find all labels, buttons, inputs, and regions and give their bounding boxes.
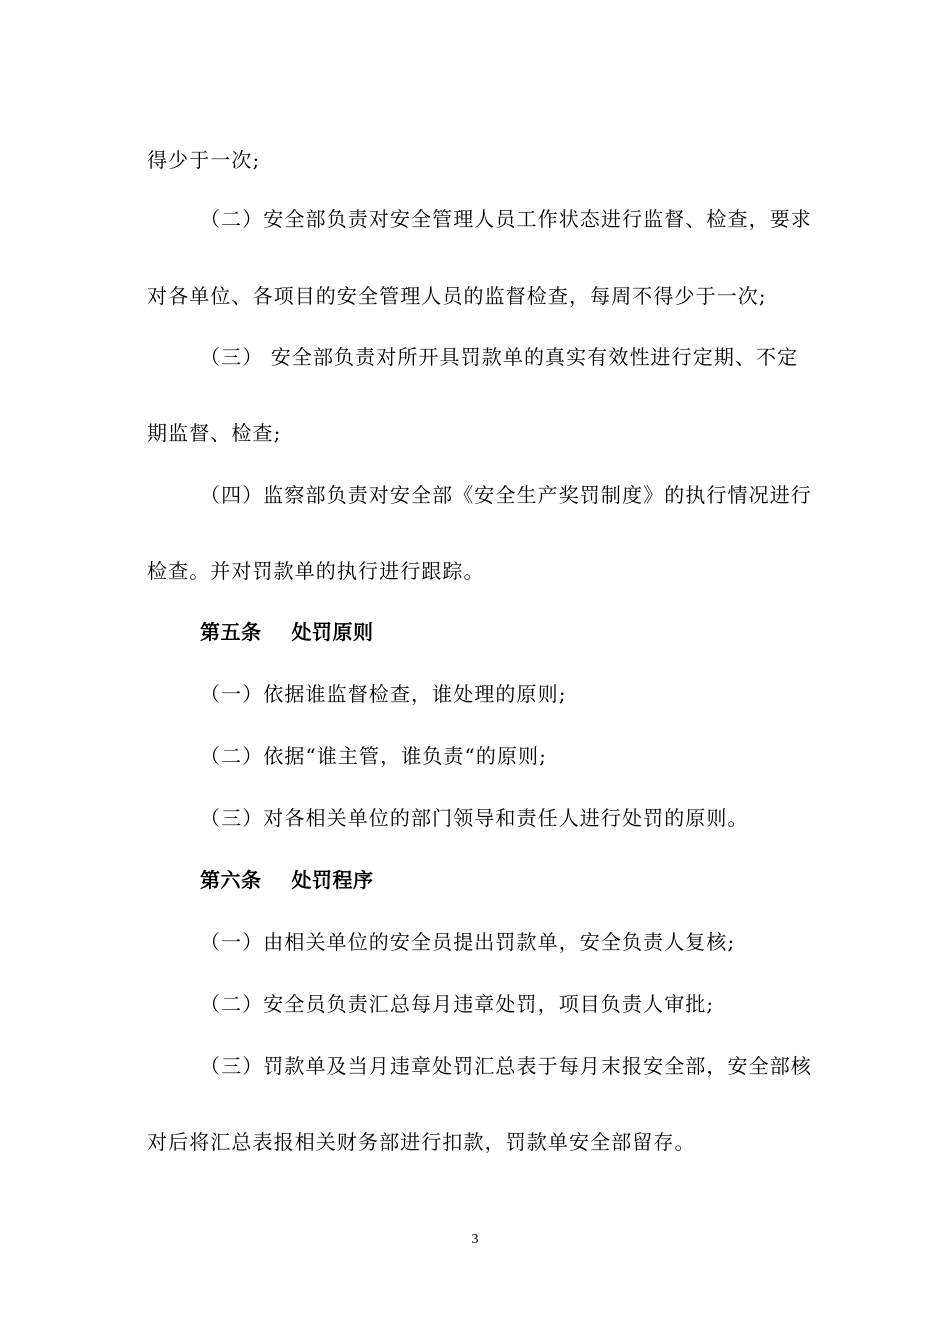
clause-2-line-2: 对各单位、各项目的安全管理人员的监督检查，每周不得少于一次;: [147, 284, 767, 308]
clause-4-line-2: 检查。并对罚款单的执行进行跟踪。: [147, 559, 485, 583]
page-number: 3: [471, 1232, 479, 1247]
article-5-heading: [200, 618, 840, 646]
article-6-number: 第六条: [200, 868, 262, 892]
article-6-item-2: （二）安全员负责汇总每月违章处罚，项目负责人审批;: [200, 992, 715, 1016]
article-5-number: 第五条: [200, 620, 262, 644]
clause-3-line-2: 期监督、检查;: [147, 421, 282, 445]
clause-3-line-1: （三） 安全部负责对所开具罚款单的真实有效性进行定期、不定: [200, 345, 799, 369]
article-6-item-1: （一）由相关单位的安全员提出罚款单，安全负责人复核;: [200, 930, 736, 954]
clause-4-line-1: （四）监察部负责对安全部《安全生产奖罚制度》的执行情况进行: [200, 483, 812, 507]
clause-2-line-1: （二）安全部负责对安全管理人员工作状态进行监督、检查，要求: [200, 207, 812, 231]
article-6-item-3-line-1: （三）罚款单及当月违章处罚汇总表于每月末报安全部，安全部核: [200, 1054, 812, 1078]
paragraph-continuation: 得少于一次;: [147, 148, 261, 172]
article-5-item-2: （二）依据“谁主管，谁负责“的原则;: [200, 744, 547, 768]
article-6-heading: [200, 866, 840, 894]
article-6-title: 处罚程序: [291, 868, 374, 892]
article-5-item-3: （三）对各相关单位的部门领导和责任人进行处罚的原则。: [200, 806, 749, 830]
article-5-item-1: （一）依据谁监督检查，谁处理的原则;: [200, 682, 567, 706]
article-6-item-3-line-2: 对后将汇总表报相关财务部进行扣款，罚款单安全部留存。: [147, 1130, 696, 1154]
article-5-title: 处罚原则: [291, 620, 374, 644]
